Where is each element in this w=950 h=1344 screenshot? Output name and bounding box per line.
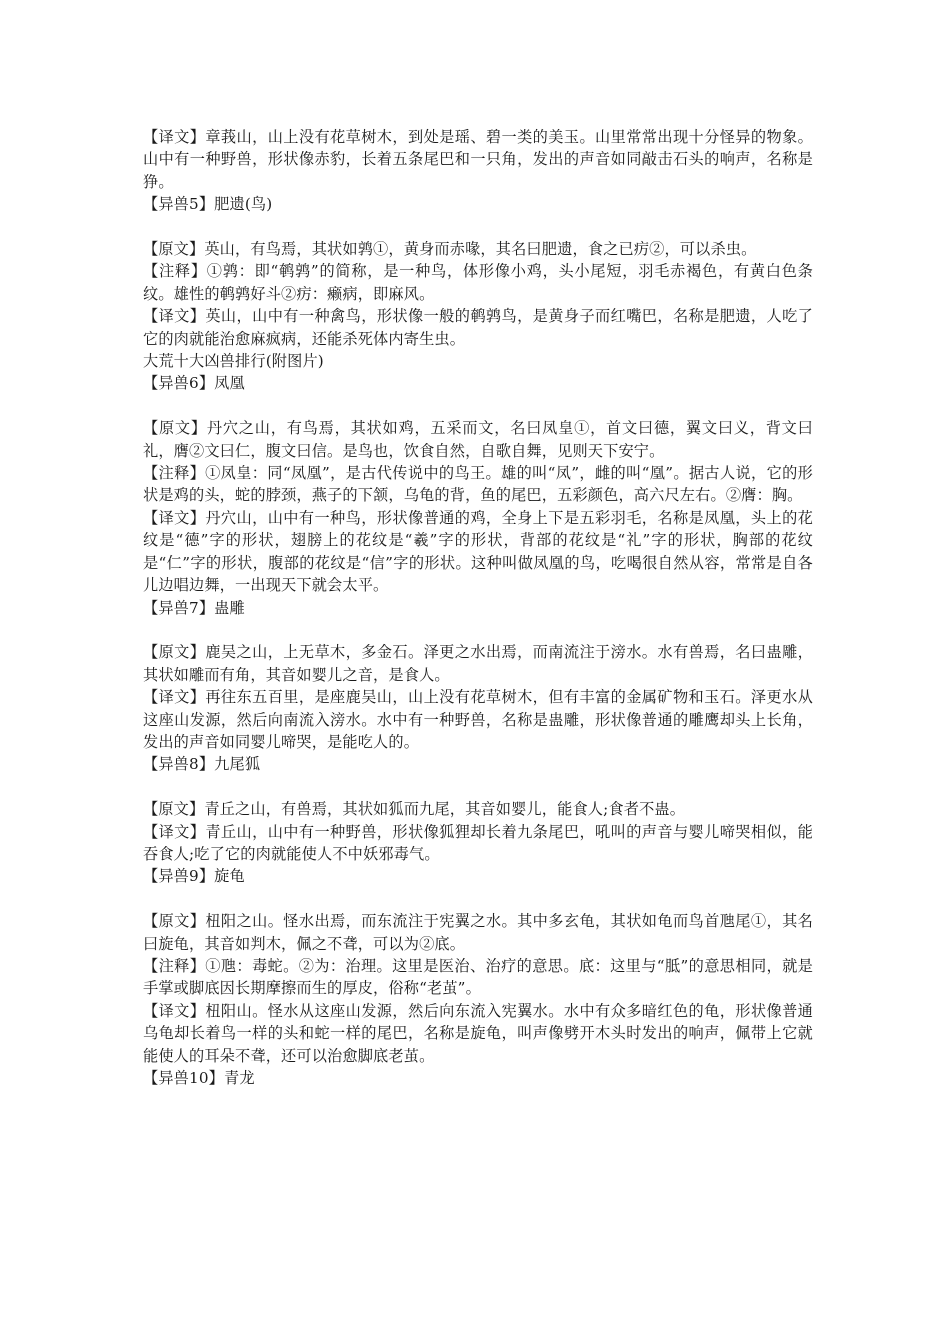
document-body	[143, 126, 813, 1089]
paragraph: 【原文】鹿吴之山，上无草木，多金石。泽更之水出焉，而南流注于滂水。水有兽焉，名曰蛊雕，其状如雕而有角，其音如婴儿之音，是食人。	[143, 643, 813, 684]
paragraph: 【译文】章莪山，山上没有花草树木，到处是瑶、碧一类的美玉。山里常常出现十分怪异的物象。山中有一种野兽，形状像赤豹，长着五条尾巴和一只角，发出的声音如同敲击石头的响声，名称是狰。	[143, 128, 813, 191]
paragraph: 【译文】丹穴山，山中有一种鸟，形状像普通的鸡，全身上下是五彩羽毛，名称是凤凰，头上的花纹是“德”字的形状，翅膀上的花纹是“羲”字的形状，背部的花纹是“礼”字的形状，胸部的花纹是“仁”字的形状，腹部的花纹是“信”字的形状。这种叫做凤凰的鸟，吃喝很自然从容，常常是自各儿边唱边舞，一出现天下就会太平。	[143, 508, 813, 595]
paragraph: 【原文】青丘之山，有兽焉，其状如狐而九尾，其音如婴儿，能食人;食者不蛊。	[143, 800, 686, 819]
section-heading: 【异兽6】凤凰	[143, 374, 245, 393]
blank-line	[143, 395, 813, 417]
paragraph: 【原文】丹穴之山，有鸟焉，其状如鸡，五采而文，名曰凤皇①，首文曰德，翼文曰义，背文曰礼，膺②文曰仁，腹文曰信。是鸟也，饮食自然，自歌自舞，见则天下安宁。	[143, 419, 813, 460]
blank-line	[143, 888, 813, 910]
section-heading: 【异兽8】九尾狐	[143, 755, 261, 774]
paragraph: 【译文】杻阳山。怪水从这座山发源，然后向东流入宪翼水。水中有众多暗红色的龟，形状像普通乌龟却长着鸟一样的头和蛇一样的尾巴，名称是旋龟，叫声像劈开木头时发出的响声，佩带上它就能使人的耳朵不聋，还可以治愈脚底老茧。	[143, 1001, 813, 1065]
paragraph: 【注释】①鹑：即“鹌鹑”的简称，是一种鸟，体形像小鸡，头小尾短，羽毛赤褐色，有黄白色条纹。雄性的鹌鹑好斗②疠：癞病，即麻风。	[143, 262, 813, 303]
section-heading: 【异兽10】青龙	[143, 1068, 255, 1087]
paragraph: 【译文】青丘山，山中有一种野兽，形状像狐狸却长着九条尾巴，吼叫的声音与婴儿啼哭相似，能吞食人;吃了它的肉就能使人不中妖邪毒气。	[143, 822, 813, 863]
blank-line	[143, 619, 813, 641]
paragraph: 大荒十大凶兽排行(附图片)	[143, 352, 324, 371]
paragraph: 【原文】杻阳之山。怪水出焉，而东流注于宪翼之水。其中多玄龟，其状如龟而鸟首虺尾①，其名曰旋龟，其音如判木，佩之不聋，可以为②底。	[143, 912, 813, 953]
blank-line	[143, 216, 813, 238]
paragraph: 【译文】再往东五百里，是座鹿吴山，山上没有花草树木，但有丰富的金属矿物和玉石。泽更水从这座山发源，然后向南流入滂水。水中有一种野兽，名称是蛊雕，形状像普通的雕鹰却头上长角，发出的声音如同婴儿啼哭，是能吃人的。	[143, 688, 813, 751]
paragraph: 【原文】英山，有鸟焉，其状如鹑①，黄身而赤喙，其名曰肥遗，食之已疠②，可以杀虫。	[143, 240, 757, 259]
paragraph: 【注释】①虺：毒蛇。②为：治理。这里是医治、治疗的意思。底：这里与“胝”的意思相同，就是手掌或脚底因长期摩擦而生的厚皮，俗称“老茧”。	[143, 956, 813, 998]
section-heading: 【异兽9】旋龟	[143, 867, 245, 886]
paragraph: 【译文】英山，山中有一种禽鸟，形状像一般的鹌鹑鸟，是黄身子而红嘴巴，名称是肥遗，人吃了它的肉就能治愈麻疯病，还能杀死体内寄生虫。	[143, 307, 813, 348]
paragraph: 【注释】①凤皇：同“凤凰”，是古代传说中的鸟王。雄的叫“凤”，雌的叫“凰”。据古人说，它的形状是鸡的头，蛇的脖颈，燕子的下颔，乌龟的背，鱼的尾巴，五彩颜色，高六尺左右。②膺：胸。	[143, 464, 813, 505]
blank-line	[143, 776, 813, 798]
section-heading: 【异兽5】肥遗(鸟)	[143, 195, 273, 214]
section-heading: 【异兽7】蛊雕	[143, 598, 245, 617]
